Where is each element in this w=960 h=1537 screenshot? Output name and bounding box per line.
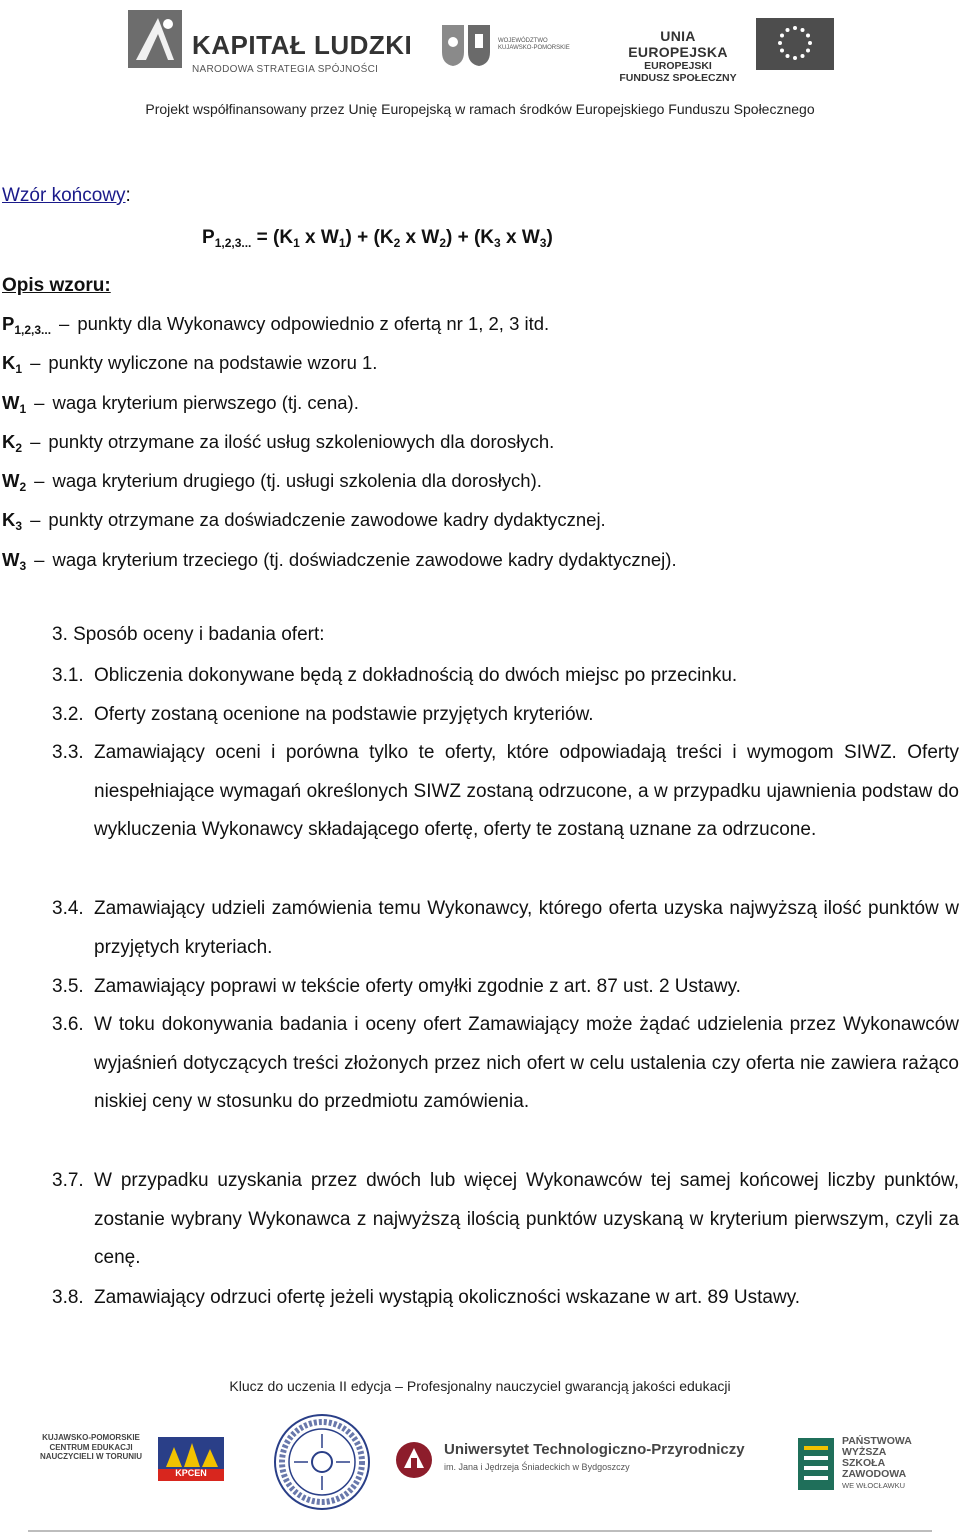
section-item-3-1	[52, 657, 959, 696]
item-number: 3.1.	[52, 665, 84, 686]
item-number: 3.5.	[52, 976, 84, 997]
formula-part: x W	[500, 227, 540, 248]
project-funding-line: Projekt współfinansowany przez Unię Europejską w ramach środków Europejskiego Funduszu Społecznego	[145, 101, 815, 117]
eu-text-block	[614, 28, 742, 84]
eu-fund-line2: FUNDUSZ SPOŁECZNY	[619, 72, 737, 84]
item-text: Zamawiający udzieli zamówienia temu Wykonawcy, którego oferta uzyska najwyższą ilość punktów w przyjętych kryteriach.	[94, 898, 959, 958]
symbol-sub: 1,2,3...	[14, 323, 52, 337]
item-text: Zamawiający odrzuci ofertę jeżeli wystąpią okoliczności wskazane w art. 89 Ustawy.	[94, 1287, 801, 1308]
pwsz-city: WE WŁOCŁAWKU	[842, 1481, 906, 1490]
pwsz-line: ZAWODOWA	[842, 1468, 907, 1480]
item-number: 3.4.	[52, 898, 84, 919]
symbol: W	[2, 470, 20, 492]
kapital-ludzki-title: KAPITAŁ LUDZKI	[192, 30, 413, 60]
pwsz-line: PAŃSTWOWA	[842, 1435, 912, 1447]
eu-title: UNIA EUROPEJSKA	[628, 28, 728, 60]
symbol: K	[2, 352, 16, 374]
section-item-3-2	[52, 696, 959, 735]
symbol-description: punkty otrzymane za ilość usług szkoleniowych dla dorosłych.	[48, 430, 555, 452]
pwsz-line: SZKOŁA	[842, 1457, 886, 1469]
formula-sub: 2	[439, 236, 446, 250]
section-item-3-7	[52, 1162, 959, 1278]
eu-fund-line1: EUROPEJSKI	[644, 60, 712, 72]
item-number: 3.6.	[52, 1014, 84, 1035]
formula-description-list	[2, 313, 902, 588]
symbol-description: waga kryterium pierwszego (tj. cena).	[52, 391, 359, 413]
final-formula	[202, 227, 553, 249]
symbol: K	[2, 509, 16, 531]
item-text: W przypadku uzyskania przez dwóch lub więcej Wykonawców tej samej końcowej liczby punktów, zostanie wybrany Wykonawca z najwyższą ilością punktów uzyskaną w kryterium pierwszym, czyli za cenę.	[94, 1170, 959, 1269]
pwsz-logo-icon	[796, 1436, 836, 1492]
kpcen-logo	[158, 1437, 224, 1481]
symbol-sub: 1	[15, 362, 23, 377]
eu-flag-icon	[756, 18, 834, 70]
nicolaus-copernicus-university-seal-icon	[272, 1412, 372, 1512]
formula-part: )	[546, 227, 553, 248]
list-item: $K_1$ – punkty wyliczone na podstawie wzoru 1.	[2, 352, 378, 377]
item-number: 3.3.	[52, 742, 84, 763]
final-formula-heading-colon: :	[125, 185, 131, 206]
utp-crest-icon	[392, 1440, 436, 1480]
utp-subtitle: im. Jana i Jędrzeja Śniadeckich w Bydgoszczy	[444, 1462, 630, 1472]
symbol: K	[2, 430, 16, 452]
list-item: $W_3$ – waga kryterium trzeciego (tj. doświadczenie zawodowe kadry dydaktycznej).	[2, 548, 677, 573]
symbol: W	[2, 548, 20, 570]
section-item-3-3	[52, 734, 959, 850]
symbol-description: punkty wyliczone na podstawie wzoru 1.	[48, 352, 378, 374]
list-item: $K_2$ – punkty otrzymane za ilość usług szkoleniowych dla dorosłych.	[2, 430, 555, 455]
utp-name: Uniwersytet Technologiczno-Przyrodniczy	[444, 1441, 745, 1458]
symbol-sub: 3	[19, 558, 27, 573]
list-item: $P_{1,2,3...}$ – punkty dla Wykonawcy odpowiednio z ofertą nr 1, 2, 3 itd.	[2, 313, 550, 337]
section-item-3-4	[52, 890, 959, 967]
kujawsko-pomorskie-crest-icon	[439, 22, 493, 68]
kp-cen-label: KUJAWSKO-POMORSKIE CENTRUM EDUKACJI NAUCZYCIELI W TORUNIU	[39, 1433, 143, 1461]
final-formula-heading-text: Wzór końcowy	[2, 185, 126, 206]
pwsz-line: WYŻSZA	[842, 1446, 887, 1458]
symbol-sub: 3	[15, 519, 23, 534]
list-item: $W_2$ – waga kryterium drugiego (tj. usługi szkolenia dla dorosłych).	[2, 470, 542, 495]
symbol-description: punkty otrzymane za doświadczenie zawodowe kadry dydaktycznej.	[48, 509, 606, 531]
formula-sub: 1	[338, 236, 346, 250]
section-item-3-6	[52, 1006, 959, 1122]
symbol-description: waga kryterium trzeciego (tj. doświadczenie zawodowe kadry dydaktycznej).	[52, 548, 677, 570]
item-text: Obliczenia dokonywane będą z dokładnością do dwóch miejsc po przecinku.	[94, 665, 738, 686]
kujawsko-pomorskie-label: WOJEWÓDZTWO KUJAWSKO-POMORSKIE	[498, 38, 570, 51]
item-text: Zamawiający poprawi w tekście oferty omyłki zgodnie z art. 87 ust. 2 Ustawy.	[94, 976, 741, 997]
item-text: W toku dokonywania badania i oceny ofert Zamawiający może żądać udzielenia przez Wykonawców wyjaśnień dotyczących treści złożonych przez nich ofert w celu ustalenia czy oferta nie zawiera rażąco niskiej ceny w stosunku do przedmiotu zamówienia.	[94, 1014, 959, 1113]
item-text: Zamawiający oceni i porówna tylko te oferty, które odpowiadają treści i wymogom SIWZ. Oferty niespełniające wymagań określonych SIWZ zostaną odrzucone, a w przypadku ujawnienia podstaw do wykluczenia Wykonawcy składającego ofertę, oferty te zostaną uznane za odrzucone.	[94, 742, 959, 841]
symbol-description: waga kryterium drugiego (tj. usługi szkolenia dla dorosłych).	[52, 470, 542, 492]
list-item: $K_3$ – punkty otrzymane za doświadczenie zawodowe kadry dydaktycznej.	[2, 509, 606, 534]
formula-part: ) + (K	[345, 227, 394, 248]
pwsz-name	[842, 1436, 912, 1491]
bottom-divider	[28, 1530, 932, 1532]
formula-sub: 3	[539, 236, 547, 250]
formula-part: x W	[299, 227, 339, 248]
section-3-heading: 3. Sposób oceny i badania ofert:	[52, 624, 325, 645]
symbol-sub: 1	[19, 401, 27, 416]
formula-part: = (K	[251, 227, 294, 248]
formula-sub: 2	[393, 236, 401, 250]
symbol: W	[2, 391, 20, 413]
item-text: Oferty zostaną ocenione na podstawie przyjętych kryteriów.	[94, 704, 594, 725]
section-item-3-5	[52, 968, 959, 1007]
kapital-ludzki-logo-mark	[128, 10, 182, 68]
kpcen-text: KPCEN	[175, 1468, 207, 1478]
section-item-3-8	[52, 1279, 959, 1318]
symbol-sub: 2	[15, 440, 23, 455]
formula-part: x W	[400, 227, 440, 248]
item-number: 3.2.	[52, 704, 84, 725]
formula-p-sub: 1,2,3...	[214, 236, 252, 250]
formula-part: ) + (K	[446, 227, 495, 248]
list-item: $W_1$ – waga kryterium pierwszego (tj. cena).	[2, 391, 359, 416]
item-number: 3.7.	[52, 1170, 84, 1191]
symbol-description: punkty dla Wykonawcy odpowiednio z ofertą nr 1, 2, 3 itd.	[77, 313, 550, 334]
formula-p: P	[202, 227, 215, 248]
item-number: 3.8.	[52, 1287, 84, 1308]
formula-description-heading: Opis wzoru:	[2, 275, 111, 296]
formula-sub: 1	[293, 236, 300, 250]
symbol-sub: 2	[19, 480, 27, 495]
kapital-ludzki-subtitle: NARODOWA STRATEGIA SPÓJNOŚCI	[192, 64, 379, 75]
symbol: P	[2, 313, 15, 334]
footer-project-line: Klucz do uczenia II edycja – Profesjonalny nauczyciel gwarancją jakości edukacji	[229, 1378, 731, 1394]
final-formula-heading	[2, 185, 131, 207]
formula-sub: 3	[494, 236, 501, 250]
